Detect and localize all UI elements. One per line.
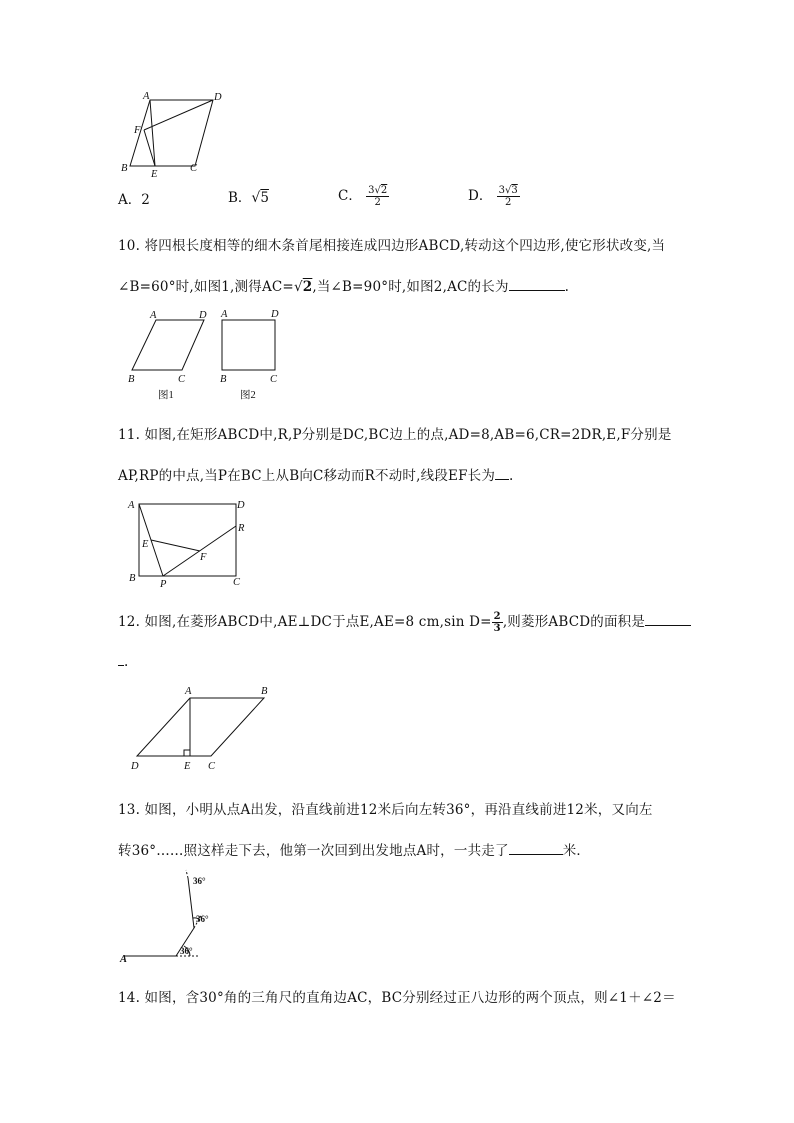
q13-angle-label-2: 36° <box>196 914 209 924</box>
q12-line2: . <box>118 653 129 670</box>
q9-option-b <box>228 186 269 206</box>
q13-angle-label-1: 36° <box>180 946 193 956</box>
q10-figures <box>120 306 300 406</box>
q11-label-c: C <box>233 577 241 588</box>
sqrt-symbol: √ <box>374 185 381 196</box>
q9-figure <box>110 90 250 180</box>
q13-label-a: A <box>120 954 128 965</box>
q9-option-b-value: 5 <box>260 190 269 206</box>
q9-option-a-value: 2 <box>141 192 150 208</box>
q12-figure <box>126 682 286 774</box>
q13-line2: 转36°……照这样走下去，他第一次回到出发地点A时，一共走了 米． <box>118 843 591 859</box>
q11-figure <box>120 494 260 590</box>
q9-option-a-letter: A． <box>118 192 142 208</box>
q12-label-b: B <box>261 686 268 697</box>
q11-label-f: F <box>200 552 207 563</box>
q10-fig1-label-d: D <box>199 310 207 321</box>
q13-line1: 13. 如图，小明从点A出发，沿直线前进12米后向左转36°，再沿直线前进12米，又向左 <box>118 802 653 818</box>
q10-answer-blank[interactable] <box>509 278 565 291</box>
q9-label-b: B <box>121 163 128 174</box>
sqrt-symbol: √ <box>505 185 512 196</box>
q12-line1: 12. 如图,在菱形ABCD中,AE⊥DC于点E,AE=8 cm,sin D= $\frac{2}{3}$ ,则菱形ABCD的面积是 <box>118 610 691 634</box>
q12-sin-fraction: $\frac{2}{3}$ <box>493 611 501 634</box>
q9-label-a: A <box>143 91 150 102</box>
q9-label-d: D <box>214 92 222 103</box>
sqrt-symbol: √ <box>251 190 261 206</box>
q13-figure <box>116 868 236 968</box>
q10-fig1-caption: 图1 <box>158 390 174 401</box>
q9-option-d-fraction: $\frac{3√3}{2}$ <box>498 185 518 208</box>
q14-line1: 14. 如图，含30°角的三角尺的直角边AC，BC分别经过正八边形的两个顶点，则∠1＋∠2＝ <box>118 990 676 1006</box>
q10-fig2-label-c: C <box>270 374 278 385</box>
q9-option-c-letter: C． <box>338 188 362 204</box>
q9-option-a <box>118 188 150 208</box>
q10-fig1-label-a: A <box>150 310 157 321</box>
q9-label-e: E <box>151 169 158 180</box>
q10-fig1-label-c: C <box>178 374 186 385</box>
q11-label-e: E <box>142 539 149 550</box>
q10-line2: ∠B=60°时,如图1,测得AC=√2,当∠B=90°时,如图2,AC的长为 . <box>118 279 570 295</box>
q11-label-r: R <box>238 523 245 534</box>
q9-option-d-letter: D． <box>468 188 493 204</box>
q11-label-a: A <box>128 500 135 511</box>
q13-answer-blank[interactable] <box>509 842 563 855</box>
q9-option-d <box>468 184 520 208</box>
q12-answer-blank[interactable] <box>645 613 691 626</box>
q10-fig2-label-d: D <box>271 309 279 320</box>
sqrt-symbol: √ <box>293 279 303 295</box>
q10-line1: 10. 将四根长度相等的细木条首尾相接连成四边形ABCD,转动这个四边形,使它形状改变,当 <box>118 238 666 254</box>
q9-option-c <box>338 184 389 208</box>
q11-label-d: D <box>237 500 245 511</box>
q12-label-a: A <box>185 686 192 697</box>
q9-label-f: F <box>134 125 141 136</box>
q12-label-e: E <box>184 761 191 772</box>
q11-line1: 11. 如图,在矩形ABCD中,R,P分别是DC,BC边上的点,AD=8,AB=6,CR=2DR,E,F分别是 <box>118 427 672 443</box>
q9-option-b-letter: B． <box>228 190 252 206</box>
q12-label-c: C <box>208 761 216 772</box>
q11-line2: AP,RP的中点,当P在BC上从B向C移动而R不动时,线段EF长为 . <box>118 468 514 484</box>
q13-angle-label-3: 36° <box>193 876 206 886</box>
q12-label-d: D <box>131 761 139 772</box>
q10-fig2-caption: 图2 <box>240 390 256 401</box>
q10-fig2-label-b: B <box>220 374 227 385</box>
q9-option-c-fraction: $\frac{3√2}{2}$ <box>368 185 388 208</box>
q10-fig2-label-a: A <box>221 309 228 320</box>
q11-label-b: B <box>129 573 136 584</box>
q9-label-c: C <box>190 163 198 174</box>
q11-answer-blank[interactable] <box>495 467 509 480</box>
q11-label-p: P <box>160 579 167 590</box>
q10-fig1-label-b: B <box>128 374 135 385</box>
